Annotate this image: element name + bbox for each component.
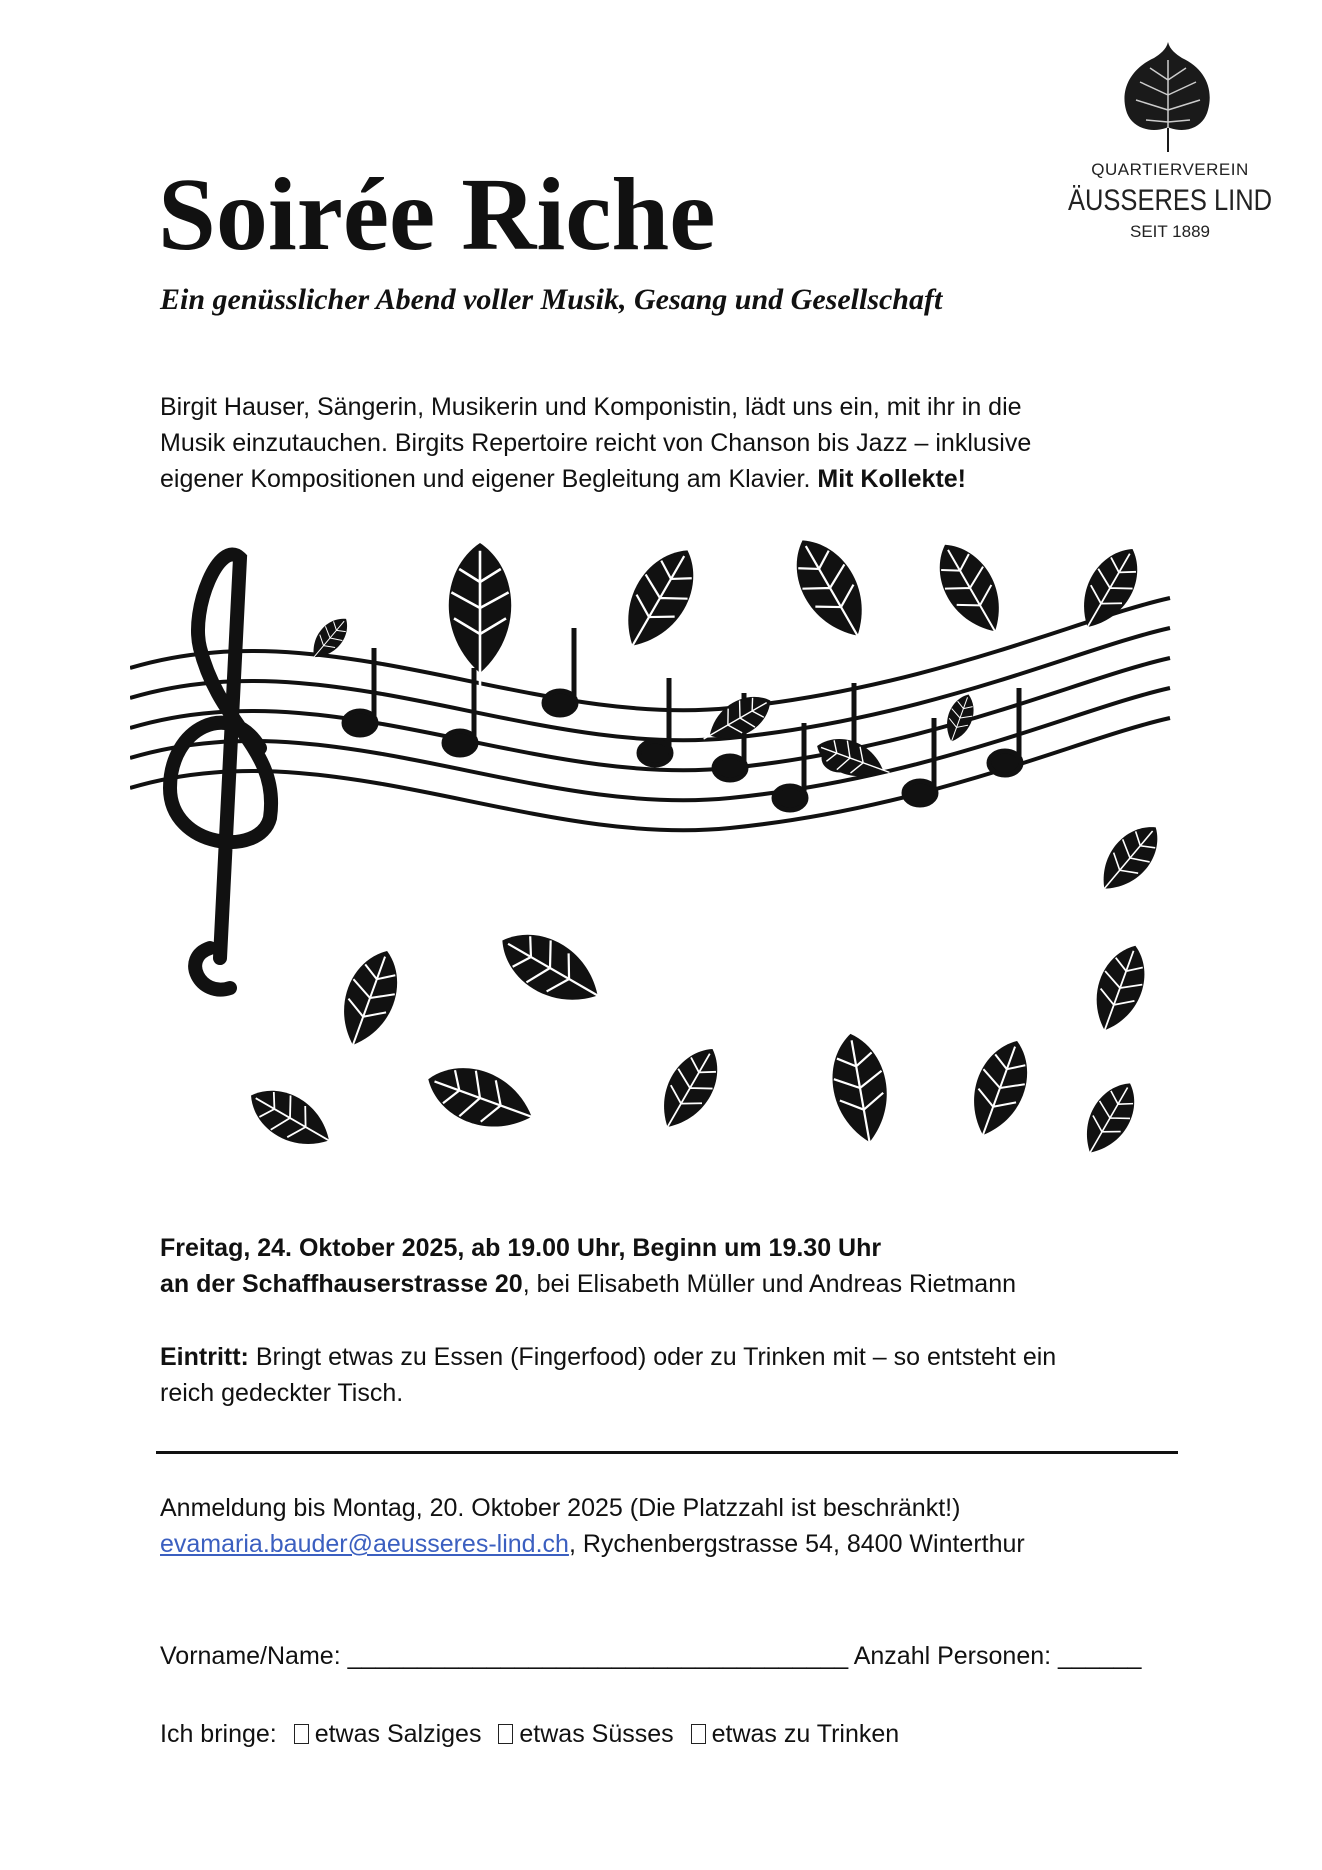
logo-line2: ÄUSSERES LIND	[1068, 184, 1273, 217]
logo-line1: QUARTIERVEREIN	[1091, 160, 1249, 179]
entry-info	[160, 1339, 1056, 1411]
divider	[156, 1451, 1178, 1454]
entry-text: Bringt etwas zu Essen (Fingerfood) oder zu Trinken mit – so entsteht ein	[248, 1343, 1057, 1371]
bring-form-row	[160, 1716, 899, 1752]
subtitle: Ein genüsslicher Abend voller Musik, Gesang und Gesellschaft	[160, 283, 943, 316]
entry-text: reich gedeckter Tisch.	[160, 1379, 404, 1407]
persons-field[interactable]: ______	[1058, 1642, 1142, 1670]
leaves-icon	[240, 528, 1170, 1169]
registration-info	[160, 1490, 1025, 1562]
intro-line: Birgit Hauser, Sängerin, Musikerin und Komponistin, lädt uns ein, mit ihr in die	[160, 393, 1022, 421]
registration-address: , Rychenbergstrasse 54, 8400 Winterthur	[568, 1530, 1025, 1558]
option-salty: etwas Salziges	[314, 1720, 482, 1748]
option-sweet: etwas Süsses	[519, 1720, 674, 1748]
entry-label: Eintritt:	[160, 1343, 249, 1371]
checkbox-sweet[interactable]	[498, 1724, 513, 1744]
linden-leaf-logo-icon	[1120, 40, 1216, 152]
logo-line3: SEIT 1889	[1129, 222, 1211, 241]
music-leaves-illustration	[130, 528, 1182, 1188]
name-field[interactable]: ____________________________________	[347, 1642, 849, 1670]
option-drinks: etwas zu Trinken	[711, 1720, 900, 1748]
persons-label: Anzahl Personen:	[853, 1642, 1052, 1670]
name-form-row	[160, 1638, 1141, 1674]
checkbox-salty[interactable]	[294, 1724, 309, 1744]
event-details	[160, 1230, 1016, 1302]
event-place: an der Schaffhauserstrasse 20	[160, 1270, 523, 1298]
intro-paragraph	[160, 389, 1031, 497]
collection-note: Mit Kollekte!	[817, 465, 967, 493]
music-notes-icon	[344, 628, 1021, 810]
intro-line: Musik einzutauchen. Birgits Repertoire reicht von Chanson bis Jazz – inklusive	[160, 429, 1032, 457]
name-label: Vorname/Name:	[160, 1642, 341, 1670]
checkbox-drinks[interactable]	[691, 1724, 706, 1744]
event-hosts: , bei Elisabeth Müller und Andreas Rietmann	[522, 1270, 1017, 1298]
page-title: Soirée Riche	[158, 157, 716, 272]
event-date: Freitag, 24. Oktober 2025, ab 19.00 Uhr, Beginn um 19.30 Uhr	[160, 1234, 882, 1262]
registration-deadline: Anmeldung bis Montag, 20. Oktober 2025 (Die Platzzahl ist beschränkt!)	[160, 1494, 961, 1522]
intro-line: eigener Kompositionen und eigener Begleitung am Klavier.	[160, 465, 811, 493]
email-link[interactable]: evamaria.bauder@aeusseres-lind.ch	[160, 1530, 569, 1558]
bring-label: Ich bringe:	[160, 1720, 277, 1748]
